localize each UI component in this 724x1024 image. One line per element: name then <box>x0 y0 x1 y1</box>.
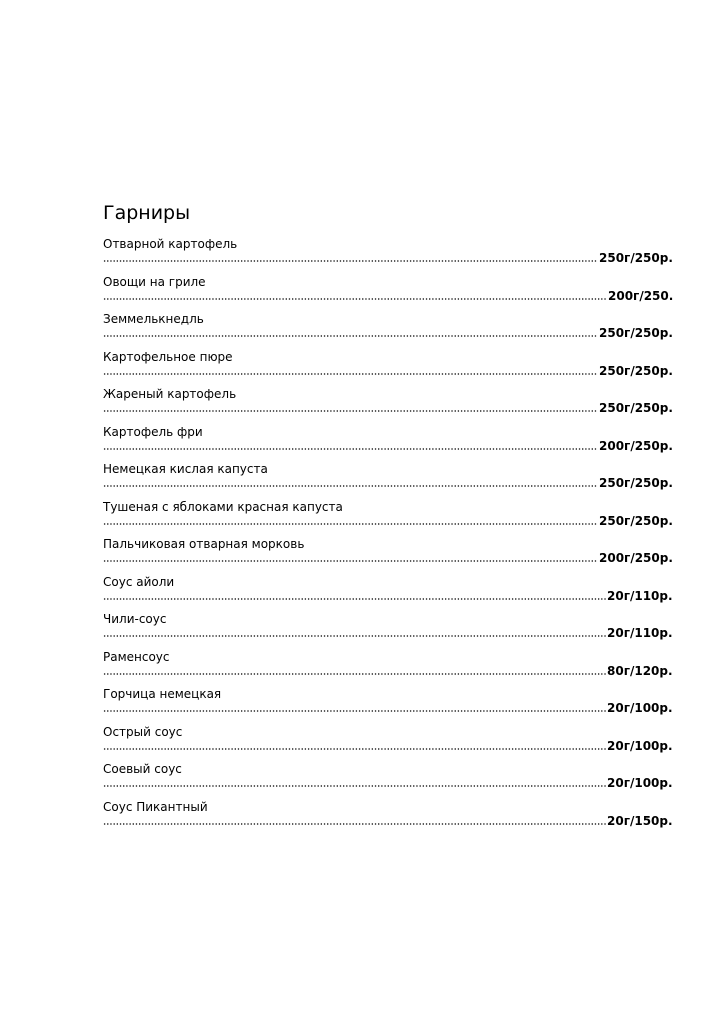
menu-item <box>103 311 678 349</box>
item-name: Соевый соус <box>103 762 182 776</box>
item-name: Немецкая кислая капуста <box>103 462 268 476</box>
item-name: Соус айоли <box>103 574 175 589</box>
menu-item <box>103 424 678 462</box>
item-price: 20г/110р. <box>607 626 673 640</box>
menu-item <box>103 274 678 312</box>
menu-item <box>103 461 678 499</box>
item-name: Земмелькнедль <box>103 312 204 326</box>
item-name: Раменсоус <box>103 649 170 664</box>
item-name: Овощи на гриле <box>103 274 206 289</box>
menu-item <box>103 536 678 574</box>
item-price: 200г/250. <box>608 288 674 303</box>
item-price: 80г/120р. <box>607 663 673 678</box>
item-line <box>103 625 675 641</box>
item-name: Картофель фри <box>103 424 203 439</box>
item-line <box>103 663 675 679</box>
dot-leader <box>103 410 598 412</box>
menu-item <box>103 799 678 837</box>
item-price: 250г/250р. <box>599 363 673 378</box>
item-name: Пальчиковая отварная морковь <box>103 537 305 551</box>
item-line <box>103 550 675 566</box>
dot-leader <box>103 298 607 300</box>
dot-leader <box>103 373 598 375</box>
dot-leader <box>103 710 606 712</box>
item-price: 250г/250р. <box>599 401 673 415</box>
menu-item <box>103 236 678 274</box>
menu-item <box>103 724 678 762</box>
dot-leader <box>103 635 606 637</box>
menu-item <box>103 349 678 387</box>
menu-item <box>103 574 678 612</box>
item-price: 200г/250р. <box>599 551 673 565</box>
item-line <box>103 250 675 266</box>
item-price: 20г/100р. <box>607 776 673 790</box>
section-title: Гарниры <box>103 202 191 224</box>
menu-item <box>103 499 678 537</box>
menu-item <box>103 649 678 687</box>
dot-leader <box>103 448 598 450</box>
menu-item <box>103 386 678 424</box>
item-line <box>103 363 675 379</box>
item-price: 20г/110р. <box>607 588 673 603</box>
item-price: 250г/250р. <box>599 326 673 340</box>
item-line <box>103 438 675 454</box>
item-price: 20г/100р. <box>607 701 673 715</box>
item-line <box>103 400 675 416</box>
dot-leader <box>103 785 606 787</box>
dot-leader <box>103 260 598 262</box>
item-name: Горчица немецкая <box>103 687 222 701</box>
item-price: 20г/100р. <box>607 738 673 753</box>
dot-leader <box>103 748 606 750</box>
item-line <box>103 700 675 716</box>
menu-item <box>103 686 678 724</box>
item-line <box>103 775 675 791</box>
item-name: Отварной картофель <box>103 237 238 251</box>
menu-item <box>103 761 678 799</box>
dot-leader <box>103 560 598 562</box>
item-line <box>103 288 675 304</box>
item-price: 20г/150р. <box>607 813 673 828</box>
item-name: Тушеная с яблоками красная капуста <box>103 499 343 514</box>
item-line <box>103 813 675 829</box>
item-name: Соус Пикантный <box>103 799 208 814</box>
item-price: 250г/250р. <box>599 251 673 265</box>
dot-leader <box>103 598 606 600</box>
item-price: 250г/250р. <box>599 513 673 528</box>
menu-item <box>103 611 678 649</box>
item-price: 250г/250р. <box>599 476 673 490</box>
item-line <box>103 325 675 341</box>
menu-list <box>103 236 678 836</box>
item-name: Жареный картофель <box>103 387 237 401</box>
item-name: Картофельное пюре <box>103 349 233 364</box>
dot-leader <box>103 523 598 525</box>
item-price: 200г/250р. <box>599 438 673 453</box>
dot-leader <box>103 335 598 337</box>
dot-leader <box>103 673 606 675</box>
dot-leader <box>103 823 606 825</box>
item-line <box>103 588 675 604</box>
dot-leader <box>103 485 598 487</box>
item-line <box>103 513 675 529</box>
item-name: Чили-соус <box>103 612 167 626</box>
item-line <box>103 738 675 754</box>
item-name: Острый соус <box>103 724 183 739</box>
item-line <box>103 475 675 491</box>
